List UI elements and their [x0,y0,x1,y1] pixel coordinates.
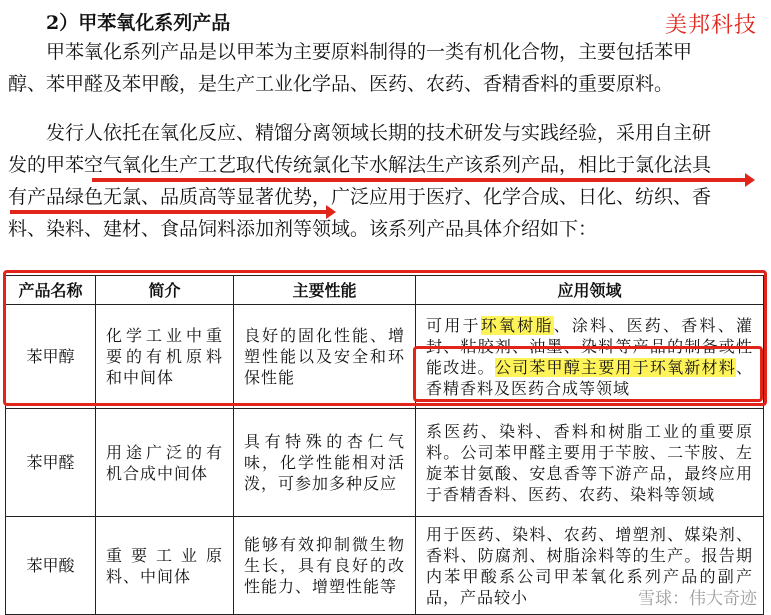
watermark: 雪球：伟大奇迹 [638,589,757,609]
annotation-box [413,346,763,402]
application-cell: 用于医药、染料、农药、增塑剂、媒染剂、香料、防腐剂、树脂涂料等的生产。报告期内苯甲酸系公司甲苯氧化系列产品的副产品，产品较小 [416,517,764,615]
intro-paragraph [0,36,771,100]
product-name-cell: 苯甲酸 [6,517,96,615]
paragraph-line: 料、染料、建材、食品饲料添加剂等领域。该系列产品具体介绍如下： [8,218,598,240]
intro-cell: 重要工业原料、中间体 [96,517,234,615]
application-text: 、涂料、医药、香料、灌封、粘胶剂、油墨、染料等产品的制备或性能改进。 [426,315,753,377]
table-header: 主要性能 [234,276,416,305]
application-cell: 系医药、染料、香料和树脂工业的重要原料。公司苯甲醛主要用于苄胺、二苄胺、左旋苯甘氨酸、安息香等下游产品，最终应用于香精香料、医药、农药、染料等领域 [416,409,764,517]
paragraph-line: 发行人依托在氧化反应、精馏分离领域长期的技术研发与实践经验，采用自主研 [46,122,712,144]
paragraph-line: 有产品绿色无氯、品质高等显著优势，广泛应用于医疗、化学合成、日化、纺织、香 [8,186,712,208]
paragraph-line: 甲苯氧化系列产品是以甲苯为主要原料制得的一类有机化合物，主要包括苯甲 [46,41,693,63]
table-header: 简介 [96,276,234,305]
intro-cell: 用途广泛的有机合成中间体 [96,409,234,517]
highlighted-text: 公司苯甲醇主要用于环氧新材料 [494,357,736,377]
table-header: 产品名称 [6,276,96,305]
table-header: 应用领域 [416,276,764,305]
highlighted-text: 环氧树脂 [480,315,554,335]
performance-cell: 具有特殊的杏仁气味，化学性能相对活泼，可参加多种反应 [234,409,416,517]
application-text: 可用于 [426,315,481,335]
table-row [6,409,764,517]
product-name-cell: 苯甲醛 [6,409,96,517]
product-name-cell: 苯甲醇 [6,305,96,409]
brand-label: 美邦科技 [664,13,757,38]
application-text: 、香精香料及医药合成等领域 [426,357,753,398]
performance-cell: 良好的固化性能、增塑性能以及安全和环保性能 [234,305,416,409]
annotation-arrow [10,210,328,214]
annotation-arrow [92,178,747,182]
paragraph-line: 发的甲苯空气氧化生产工艺取代传统氯化苄水解法生产该系列产品，相比于氯化法具 [8,154,712,176]
section-title: 2）甲苯氧化系列产品 [46,12,231,34]
intro-cell: 化学工业中重要的有机原料和中间体 [96,305,234,409]
paragraph-line: 醇、苯甲醛及苯甲酸，是生产工业化学品、医药、农药、香精香料的重要原料。 [8,73,674,95]
performance-cell: 能够有效抑制微生物生长，具有良好的改性能力、增塑性能等 [234,517,416,615]
